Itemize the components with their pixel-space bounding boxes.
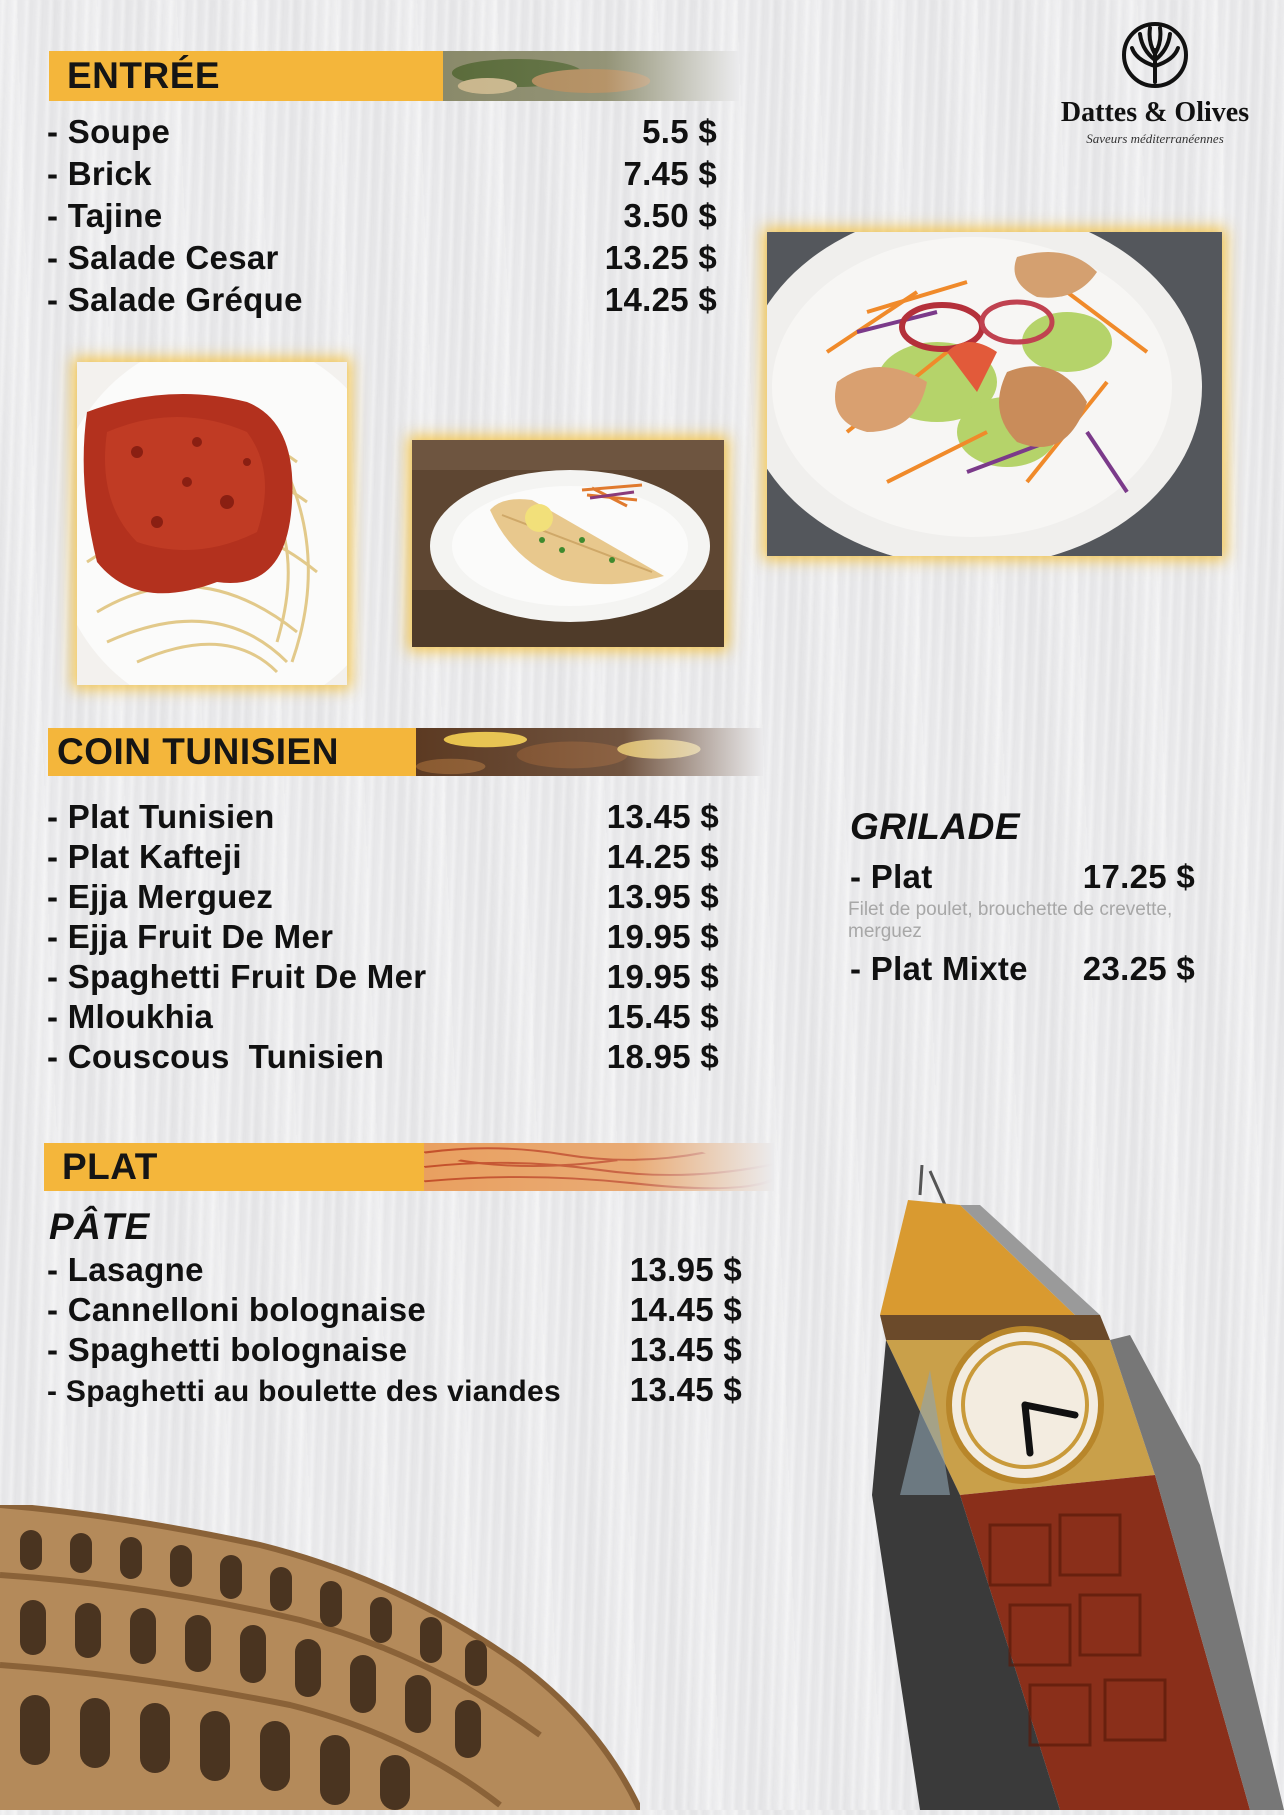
menu-item-ejja-fruit-de-mer <box>47 918 719 956</box>
menu-item-brick <box>47 155 717 193</box>
brick-pastry-photo <box>412 440 724 647</box>
menu-item-plat-grilade <box>850 858 1195 896</box>
item-price: 15.45 $ <box>606 998 719 1035</box>
menu-item-spaghetti-fruit-de-mer <box>47 958 719 996</box>
section-title-coin-tunisien: COIN TUNISIEN <box>57 731 339 772</box>
item-description: Filet de poulet, brouchette de crevette, merguez <box>848 899 1173 942</box>
section-bar-entree <box>49 51 739 101</box>
item-price: 13.25 $ <box>604 239 717 276</box>
section-bar-coin-tunisien <box>48 728 763 776</box>
menu-item-tajine <box>47 197 717 235</box>
menu-item-ejja-merguez <box>47 878 719 916</box>
restaurant-logo <box>1040 20 1270 147</box>
item-name: - Mloukhia <box>47 998 214 1035</box>
item-name: - Plat Tunisien <box>47 798 275 835</box>
coin-tunisien-banner-photo <box>416 728 763 776</box>
item-price: 17.25 $ <box>1082 858 1195 895</box>
spaghetti-bolognese-photo <box>77 362 347 685</box>
clock-tower-photo <box>860 1165 1284 1810</box>
menu-item-plat-kafteji <box>47 838 719 876</box>
item-name: - Couscous Tunisien <box>47 1038 385 1075</box>
item-name: - Ejja Merguez <box>47 878 274 915</box>
item-price: 23.25 $ <box>1082 950 1195 987</box>
section-title-grilade: GRILADE <box>850 806 1020 847</box>
item-price: 13.45 $ <box>606 798 719 835</box>
item-price: 3.50 $ <box>623 197 717 234</box>
item-price: 19.95 $ <box>606 918 719 955</box>
item-name: - Salade Cesar <box>47 239 279 276</box>
colosseum-photo <box>0 1505 640 1810</box>
item-price: 18.95 $ <box>606 1038 719 1075</box>
item-price: 13.45 $ <box>629 1331 742 1368</box>
chicken-salad-photo <box>767 232 1222 556</box>
section-title-entree: ENTRÉE <box>67 55 221 96</box>
item-name: - Tajine <box>47 197 163 234</box>
olive-tree-icon <box>1120 20 1190 90</box>
menu-item-soupe <box>47 113 717 151</box>
item-price: 14.25 $ <box>606 838 719 875</box>
item-name: - Spaghetti Fruit De Mer <box>47 958 427 995</box>
item-price: 14.45 $ <box>629 1291 742 1328</box>
menu-item-spaghetti-boulette <box>47 1371 742 1409</box>
item-name: - Soupe <box>47 113 171 150</box>
menu-item-plat-mixte <box>850 950 1195 988</box>
menu-item-couscous-tunisien <box>47 1038 719 1076</box>
item-name: - Salade Gréque <box>47 281 303 318</box>
item-price: 14.25 $ <box>604 281 717 318</box>
item-price: 19.95 $ <box>606 958 719 995</box>
section-title-plat: PLAT <box>62 1146 158 1187</box>
logo-name: Dattes & Olives <box>1060 97 1250 128</box>
subsection-title-pate: PÂTE <box>49 1206 150 1247</box>
menu-item-salade-cesar <box>47 239 717 277</box>
menu-item-lasagne <box>47 1251 742 1289</box>
item-price: 7.45 $ <box>623 155 717 192</box>
logo-tagline: Saveurs méditerranéennes <box>1086 131 1224 146</box>
item-name: - Plat Kafteji <box>47 838 242 875</box>
item-name: - Plat Mixte <box>850 950 1028 987</box>
item-name: - Cannelloni bolognaise <box>47 1291 427 1328</box>
menu-item-cannelloni-bolognaise <box>47 1291 742 1329</box>
item-name: - Lasagne <box>47 1251 204 1288</box>
menu-item-spaghetti-bolognaise <box>47 1331 742 1369</box>
item-name: - Brick <box>47 155 152 192</box>
menu-item-plat-tunisien <box>47 798 719 836</box>
item-name: - Plat <box>850 858 933 895</box>
item-price: 13.95 $ <box>629 1251 742 1288</box>
menu-item-mloukhia <box>47 998 719 1036</box>
item-price: 5.5 $ <box>642 113 717 150</box>
item-price: 13.95 $ <box>606 878 719 915</box>
plat-banner-photo <box>424 1143 774 1191</box>
item-price: 13.45 $ <box>629 1371 742 1408</box>
entree-banner-photo <box>443 51 739 101</box>
item-name: - Spaghetti bolognaise <box>47 1331 408 1368</box>
menu-item-salade-greque <box>47 281 717 319</box>
section-bar-plat <box>44 1143 774 1191</box>
item-name: - Spaghetti au boulette des viandes <box>47 1375 561 1408</box>
item-name: - Ejja Fruit De Mer <box>47 918 334 955</box>
